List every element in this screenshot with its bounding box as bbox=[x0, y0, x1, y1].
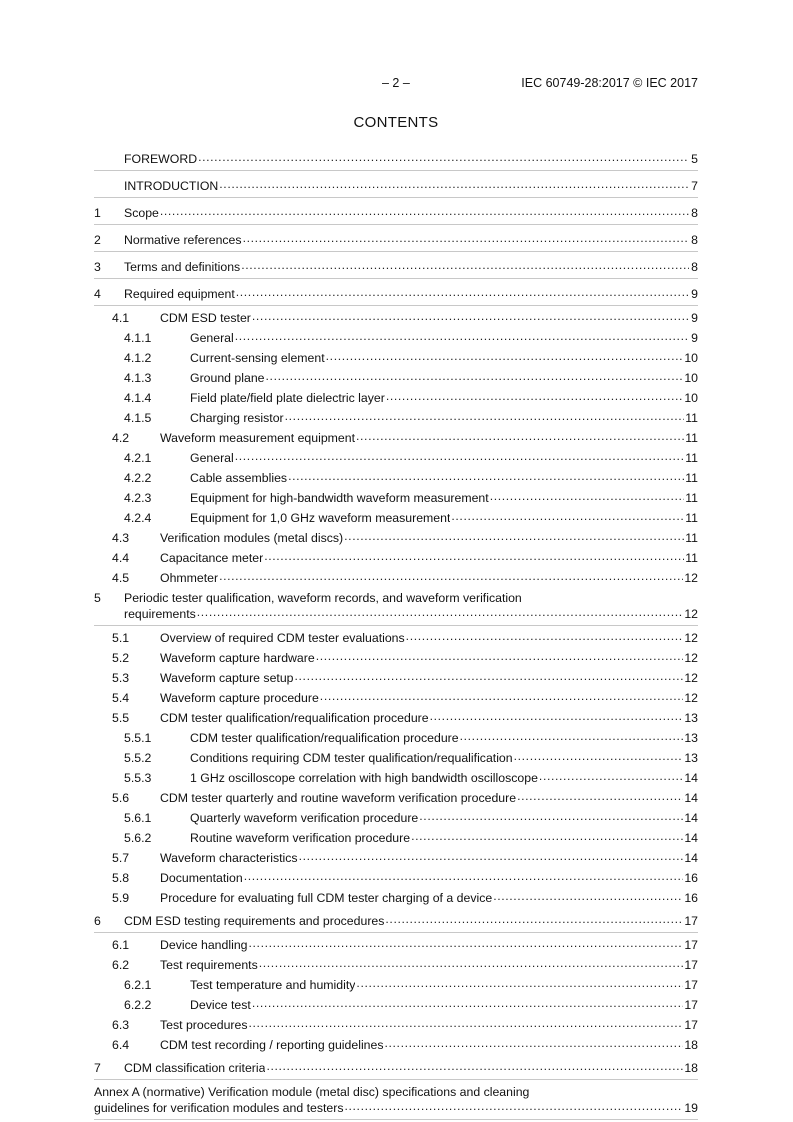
toc-entry-number: 5.6 bbox=[112, 791, 130, 805]
toc-entry-title: Scope bbox=[124, 206, 159, 220]
leader-dots bbox=[236, 286, 689, 298]
toc-entry-title: Waveform capture procedure bbox=[160, 691, 319, 705]
toc-entry-title: Documentation bbox=[160, 871, 243, 885]
toc-entry-title: Ground plane bbox=[190, 371, 265, 385]
toc-entry[interactable] bbox=[94, 279, 698, 306]
toc-entry[interactable] bbox=[94, 526, 698, 546]
toc-entry-page: 12 bbox=[684, 651, 698, 665]
toc-entry[interactable] bbox=[94, 171, 698, 198]
toc-entry-title: Device handling bbox=[160, 938, 248, 952]
toc-entry-title: FOREWORD bbox=[124, 152, 198, 166]
leader-dots bbox=[219, 178, 689, 190]
toc-entry-page: 17 bbox=[684, 938, 698, 952]
toc-entry-title: General bbox=[190, 451, 234, 465]
toc-entry-title: Current-sensing element bbox=[190, 351, 325, 365]
toc-entry[interactable] bbox=[94, 766, 698, 786]
leader-dots bbox=[514, 750, 684, 762]
toc-entry[interactable] bbox=[94, 686, 698, 706]
toc-entry[interactable] bbox=[94, 666, 698, 686]
toc-entry-title: CDM test recording / reporting guidelines bbox=[160, 1038, 384, 1052]
toc-entry-page: 11 bbox=[685, 531, 698, 545]
toc-entry[interactable] bbox=[94, 486, 698, 506]
toc-entry[interactable] bbox=[94, 446, 698, 466]
toc-entry-number: 4.1.1 bbox=[124, 331, 152, 345]
toc-entry-title: CDM tester qualification/requalification procedure bbox=[190, 731, 459, 745]
toc-entry-page: 12 bbox=[684, 607, 698, 621]
toc-entry-title: 1 GHz oscilloscope correlation with high bandwidth oscilloscope bbox=[190, 771, 538, 785]
toc-entry[interactable] bbox=[94, 566, 698, 586]
toc-entry-page: 14 bbox=[684, 771, 698, 785]
toc-entry-page: 10 bbox=[684, 391, 698, 405]
toc-entry[interactable] bbox=[94, 953, 698, 973]
toc-entry-page: 11 bbox=[685, 511, 698, 525]
toc-entry-page: 17 bbox=[684, 1018, 698, 1032]
leader-dots bbox=[235, 330, 689, 342]
leader-dots bbox=[244, 870, 684, 882]
toc-entry-title: Equipment for high-bandwidth waveform measurement bbox=[190, 491, 489, 505]
toc-entry-number: 6.3 bbox=[112, 1018, 130, 1032]
toc-entry[interactable] bbox=[94, 646, 698, 666]
toc-entry[interactable] bbox=[94, 346, 698, 366]
toc-entry-number: 5.8 bbox=[112, 871, 130, 885]
toc-entry-page: 16 bbox=[684, 891, 698, 905]
toc-entry-number: 4.2.4 bbox=[124, 511, 152, 525]
toc-entry[interactable] bbox=[94, 726, 698, 746]
leader-dots bbox=[197, 606, 684, 618]
toc-entry-number: 4.2 bbox=[112, 431, 130, 445]
toc-entry-title: General bbox=[190, 331, 234, 345]
leader-dots bbox=[252, 997, 683, 1009]
toc-entry-page: 11 bbox=[685, 471, 698, 485]
leader-dots bbox=[252, 310, 689, 322]
toc-entry-title: Routine waveform verification procedure bbox=[190, 831, 411, 845]
toc-entry-page: 14 bbox=[684, 811, 698, 825]
leader-dots bbox=[385, 913, 683, 925]
leader-dots bbox=[411, 830, 683, 842]
toc-entry-number: 6.2.2 bbox=[124, 998, 152, 1012]
toc-entry-page: 9 bbox=[691, 287, 698, 301]
leader-dots bbox=[460, 730, 684, 742]
toc-entry[interactable] bbox=[94, 933, 698, 953]
leader-dots bbox=[264, 550, 684, 562]
toc-entry-number: 6.4 bbox=[112, 1038, 130, 1052]
toc-entry-page: 19 bbox=[684, 1101, 698, 1115]
toc-entry-number: 4.2.3 bbox=[124, 491, 152, 505]
leader-dots bbox=[249, 937, 684, 949]
toc-entry-title: CDM ESD testing requirements and procedures bbox=[124, 914, 385, 928]
toc-entry-page: 11 bbox=[685, 491, 698, 505]
toc-entry[interactable] bbox=[94, 466, 698, 486]
toc-entry-number: 4.4 bbox=[112, 551, 130, 565]
toc-entry-number: 4.5 bbox=[112, 571, 130, 585]
leader-dots bbox=[517, 790, 683, 802]
leader-dots bbox=[160, 205, 689, 217]
toc-entry-number: 4.1.5 bbox=[124, 411, 152, 425]
leader-dots bbox=[493, 890, 683, 902]
toc-entry-number: 5.9 bbox=[112, 891, 130, 905]
leader-dots bbox=[356, 430, 684, 442]
toc-entry-title: Normative references bbox=[124, 233, 242, 247]
toc-entry-number: 4.1.2 bbox=[124, 351, 152, 365]
leader-dots bbox=[241, 259, 689, 271]
toc-entry-number: 5.5.3 bbox=[124, 771, 152, 785]
toc-entry-number: 5.7 bbox=[112, 851, 130, 865]
leader-dots bbox=[430, 710, 684, 722]
toc-entry-number: 4.1.4 bbox=[124, 391, 152, 405]
toc-entry-title: CDM ESD tester bbox=[160, 311, 251, 325]
toc-entry-title: Terms and definitions bbox=[124, 260, 241, 274]
toc-entry-number: 5.1 bbox=[112, 631, 130, 645]
toc-entry[interactable] bbox=[94, 252, 698, 279]
page-number: – 2 – bbox=[382, 76, 410, 90]
toc-entry-title: Required equipment bbox=[124, 287, 235, 301]
toc-entry-number: 6 bbox=[94, 914, 101, 928]
toc-entry-page: 8 bbox=[691, 206, 698, 220]
toc-entry-page: 17 bbox=[684, 914, 698, 928]
table-of-contents bbox=[94, 144, 698, 1120]
leader-dots bbox=[419, 810, 683, 822]
toc-entry-page: 10 bbox=[684, 351, 698, 365]
toc-entry-page: 12 bbox=[684, 671, 698, 685]
toc-entry-title: Overview of required CDM tester evaluations bbox=[160, 631, 405, 645]
toc-entry[interactable] bbox=[94, 706, 698, 726]
toc-entry-number: 5.5.1 bbox=[124, 731, 152, 745]
toc-entry-title: Test requirements bbox=[160, 958, 258, 972]
toc-entry-number: 4 bbox=[94, 287, 101, 301]
toc-entry-page: 14 bbox=[684, 831, 698, 845]
leader-dots bbox=[326, 350, 684, 362]
toc-entry-title: Procedure for evaluating full CDM tester charging of a device bbox=[160, 891, 493, 905]
toc-entry-title: Cable assemblies bbox=[190, 471, 288, 485]
leader-dots bbox=[259, 957, 684, 969]
toc-entry-page: 8 bbox=[691, 260, 698, 274]
leader-dots bbox=[406, 630, 684, 642]
toc-entry-number: 4.1 bbox=[112, 311, 130, 325]
page-header bbox=[94, 76, 698, 92]
toc-entry[interactable] bbox=[94, 426, 698, 446]
toc-entry-number: 5.3 bbox=[112, 671, 130, 685]
toc-entry[interactable] bbox=[94, 826, 698, 846]
toc-entry-number: 6.2.1 bbox=[124, 978, 152, 992]
leader-dots bbox=[451, 510, 684, 522]
toc-entry-number: 6.2 bbox=[112, 958, 130, 972]
leader-dots bbox=[385, 1037, 684, 1049]
toc-entry-number: 6.1 bbox=[112, 938, 130, 952]
toc-entry[interactable] bbox=[94, 1033, 698, 1053]
toc-entry-page: 17 bbox=[684, 958, 698, 972]
toc-entry-page: 11 bbox=[685, 451, 698, 465]
toc-entry-page: 11 bbox=[685, 431, 698, 445]
leader-dots bbox=[320, 690, 684, 702]
toc-entry[interactable] bbox=[94, 386, 698, 406]
toc-entry-number: 4.1.3 bbox=[124, 371, 152, 385]
entry-rule bbox=[94, 1119, 698, 1120]
toc-entry-title: Field plate/field plate dielectric layer bbox=[190, 391, 385, 405]
toc-entry-number: 3 bbox=[94, 260, 101, 274]
toc-entry-number: 5.5 bbox=[112, 711, 130, 725]
leader-dots bbox=[490, 490, 685, 502]
toc-entry-title: Ohmmeter bbox=[160, 571, 219, 585]
toc-entry[interactable] bbox=[94, 1013, 698, 1033]
toc-entry-page: 14 bbox=[684, 791, 698, 805]
toc-entry-title: CDM tester qualification/requalification procedure bbox=[160, 711, 429, 725]
toc-entry-title: Verification modules (metal discs) bbox=[160, 531, 344, 545]
toc-entry[interactable] bbox=[94, 306, 698, 326]
leader-dots bbox=[219, 570, 683, 582]
toc-entry-title: Annex A (normative) Verification module (metal disc) specifications and cleaning bbox=[94, 1085, 530, 1099]
toc-entry-title: Test procedures bbox=[160, 1018, 248, 1032]
toc-entry[interactable] bbox=[94, 144, 698, 171]
toc-entry[interactable] bbox=[94, 846, 698, 866]
toc-entry[interactable] bbox=[94, 225, 698, 252]
toc-entry-page: 14 bbox=[684, 851, 698, 865]
toc-entry-page: 13 bbox=[684, 711, 698, 725]
toc-entry-title: Waveform capture hardware bbox=[160, 651, 315, 665]
toc-entry-page: 13 bbox=[684, 751, 698, 765]
toc-entry[interactable] bbox=[94, 746, 698, 766]
leader-dots bbox=[198, 151, 689, 163]
toc-entry-page: 18 bbox=[684, 1061, 698, 1075]
leader-dots bbox=[539, 770, 683, 782]
toc-entry[interactable] bbox=[94, 973, 698, 993]
toc-entry[interactable] bbox=[94, 198, 698, 225]
leader-dots bbox=[249, 1017, 684, 1029]
toc-entry-title: CDM classification criteria bbox=[124, 1061, 266, 1075]
toc-entry-page: 9 bbox=[691, 311, 698, 325]
toc-entry[interactable] bbox=[94, 886, 698, 906]
toc-entry-page: 13 bbox=[684, 731, 698, 745]
toc-entry-number: 5.2 bbox=[112, 651, 130, 665]
toc-entry-number: 4.3 bbox=[112, 531, 130, 545]
toc-entry-number: 7 bbox=[94, 1061, 101, 1075]
toc-entry[interactable] bbox=[94, 626, 698, 646]
leader-dots bbox=[316, 650, 684, 662]
toc-entry-number: 5 bbox=[94, 591, 101, 605]
toc-entry-page: 9 bbox=[691, 331, 698, 345]
leader-dots bbox=[345, 1100, 684, 1112]
leader-dots bbox=[299, 850, 684, 862]
document-reference: IEC 60749-28:2017 © IEC 2017 bbox=[521, 76, 698, 90]
toc-entry[interactable] bbox=[94, 1080, 698, 1120]
toc-entry-page: 10 bbox=[684, 371, 698, 385]
toc-entry-title-continued: requirements bbox=[124, 607, 196, 621]
leader-dots bbox=[285, 410, 685, 422]
toc-entry[interactable] bbox=[94, 1053, 698, 1080]
toc-entry[interactable] bbox=[94, 326, 698, 346]
toc-entry-title: Charging resistor bbox=[190, 411, 284, 425]
toc-entry[interactable] bbox=[94, 506, 698, 526]
toc-entry-number: 5.6.2 bbox=[124, 831, 152, 845]
leader-dots bbox=[266, 370, 684, 382]
toc-entry-title: Equipment for 1,0 GHz waveform measurement bbox=[190, 511, 451, 525]
leader-dots bbox=[243, 232, 689, 244]
toc-entry[interactable] bbox=[94, 546, 698, 566]
toc-entry-title: Waveform measurement equipment bbox=[160, 431, 356, 445]
toc-entry-title: Device test bbox=[190, 998, 251, 1012]
leader-dots bbox=[356, 977, 683, 989]
toc-entry[interactable] bbox=[94, 866, 698, 886]
toc-entry-page: 7 bbox=[691, 179, 698, 193]
leader-dots bbox=[344, 530, 684, 542]
toc-entry[interactable] bbox=[94, 993, 698, 1013]
toc-entry-title: Test temperature and humidity bbox=[190, 978, 356, 992]
toc-entry-number: 4.2.1 bbox=[124, 451, 152, 465]
toc-entry-title: CDM tester quarterly and routine waveform verification procedure bbox=[160, 791, 517, 805]
toc-entry-title: Waveform characteristics bbox=[160, 851, 298, 865]
leader-dots bbox=[266, 1060, 683, 1072]
toc-entry[interactable] bbox=[94, 786, 698, 806]
toc-entry-title: Capacitance meter bbox=[160, 551, 264, 565]
toc-entry[interactable] bbox=[94, 366, 698, 386]
toc-entry-number: 5.5.2 bbox=[124, 751, 152, 765]
toc-entry-page: 11 bbox=[685, 551, 698, 565]
toc-entry-page: 12 bbox=[684, 631, 698, 645]
toc-entry-title: Conditions requiring CDM tester qualification/requalification bbox=[190, 751, 513, 765]
toc-entry-number: 4.2.2 bbox=[124, 471, 152, 485]
toc-entry-title: Waveform capture setup bbox=[160, 671, 294, 685]
toc-entry-page: 5 bbox=[691, 152, 698, 166]
toc-entry-page: 17 bbox=[684, 998, 698, 1012]
page-title: CONTENTS bbox=[353, 114, 439, 131]
toc-entry-title: Periodic tester qualification, waveform records, and waveform verification bbox=[124, 591, 522, 605]
toc-entry-page: 11 bbox=[685, 411, 698, 425]
leader-dots bbox=[295, 670, 684, 682]
toc-entry-title: INTRODUCTION bbox=[124, 179, 219, 193]
toc-entry-page: 16 bbox=[684, 871, 698, 885]
toc-entry-page: 12 bbox=[684, 691, 698, 705]
leader-dots bbox=[386, 390, 684, 402]
toc-entry-number: 5.4 bbox=[112, 691, 130, 705]
toc-entry[interactable] bbox=[94, 806, 698, 826]
toc-entry[interactable] bbox=[94, 586, 698, 626]
toc-entry[interactable] bbox=[94, 906, 698, 933]
toc-entry-number: 2 bbox=[94, 233, 101, 247]
toc-entry[interactable] bbox=[94, 406, 698, 426]
toc-entry-title-continued: guidelines for verification modules and testers bbox=[94, 1101, 344, 1115]
leader-dots bbox=[288, 470, 684, 482]
leader-dots bbox=[235, 450, 684, 462]
toc-entry-page: 12 bbox=[684, 571, 698, 585]
toc-entry-number: 5.6.1 bbox=[124, 811, 152, 825]
toc-entry-page: 8 bbox=[691, 233, 698, 247]
toc-entry-page: 18 bbox=[684, 1038, 698, 1052]
toc-entry-title: Quarterly waveform verification procedure bbox=[190, 811, 419, 825]
toc-entry-number: 1 bbox=[94, 206, 101, 220]
toc-entry-page: 17 bbox=[684, 978, 698, 992]
